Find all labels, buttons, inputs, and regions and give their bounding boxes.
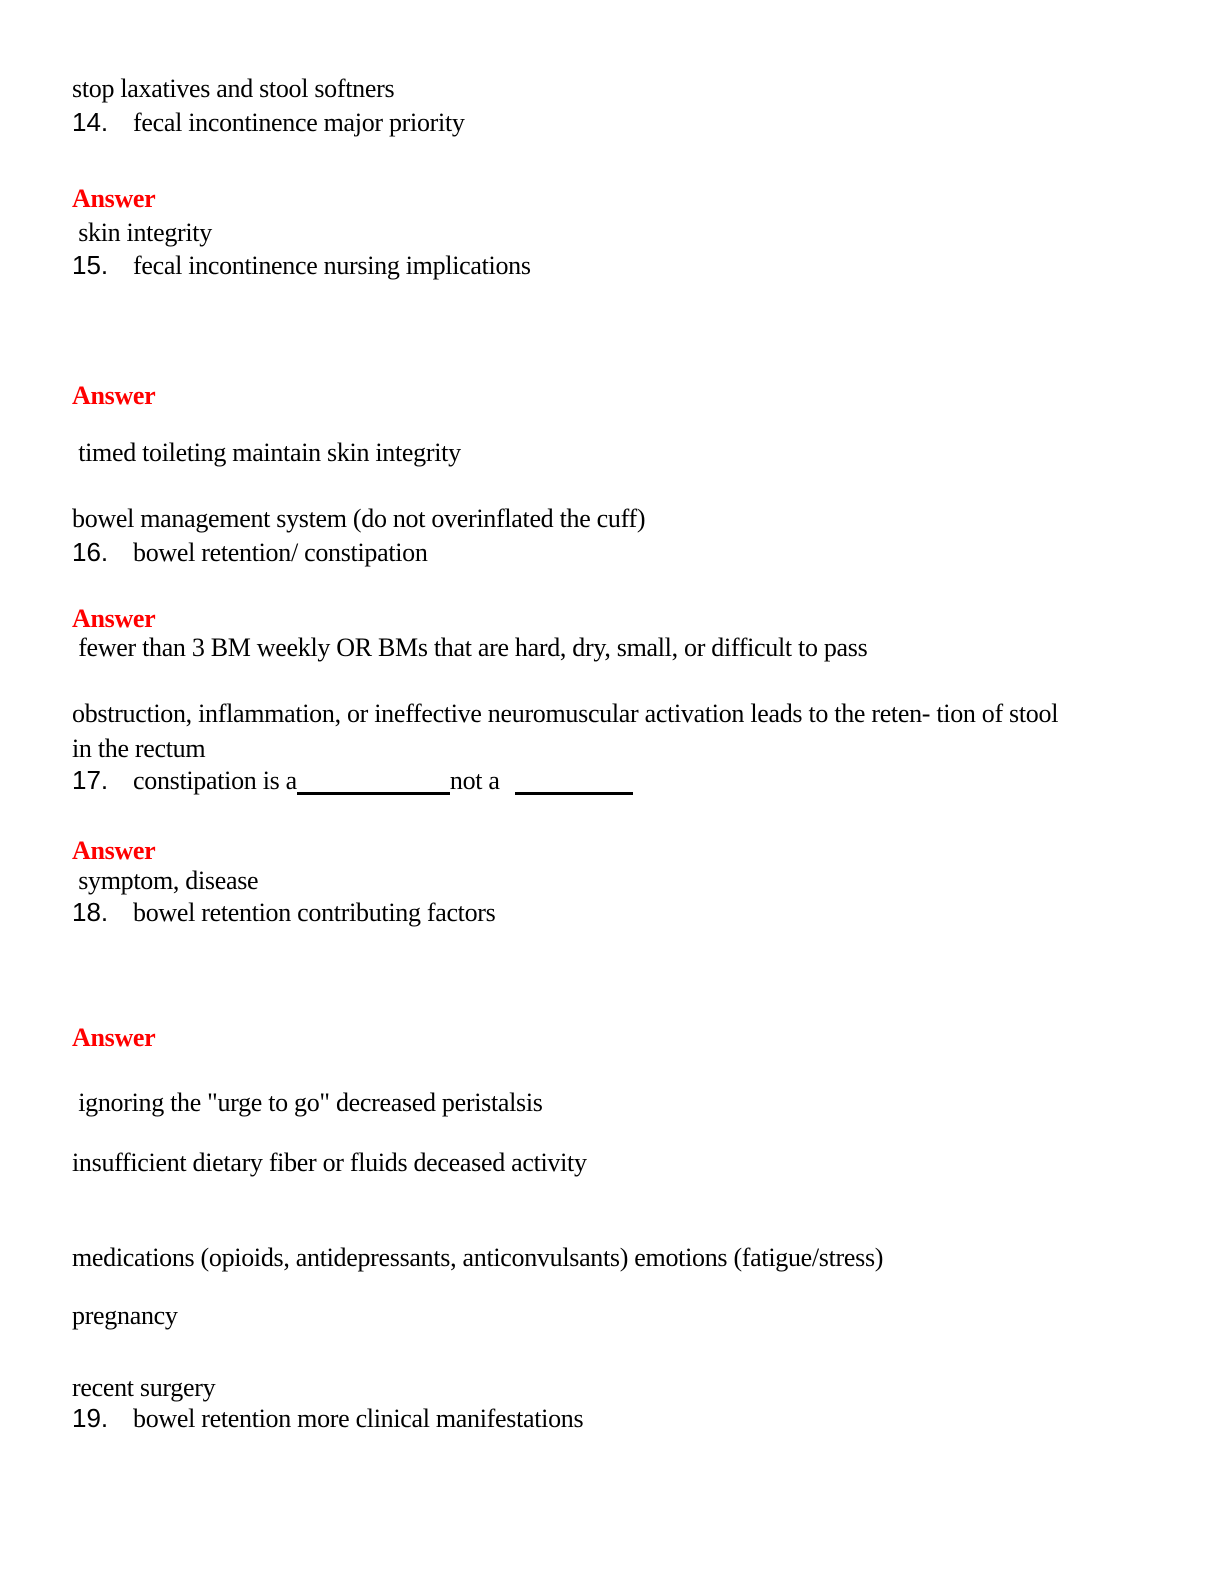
answer-heading: Answer	[72, 184, 156, 213]
fill-in-blank	[515, 792, 633, 795]
answer-heading: Answer	[72, 836, 156, 865]
answer-text-line: recent surgery	[72, 1373, 216, 1402]
fill-in-blank	[297, 792, 450, 795]
answer-text-line: skin integrity	[72, 218, 212, 247]
question-text: not a	[449, 766, 506, 795]
answer-text-line: ignoring the "urge to go" decreased peristalsis	[72, 1088, 543, 1117]
answer-text-line: timed toileting maintain skin integrity	[72, 438, 461, 467]
question-text: bowel retention contributing factors	[133, 898, 496, 927]
question-text: fecal incontinence nursing implications	[133, 251, 531, 280]
question-number: 17.	[72, 765, 109, 795]
answer-heading: Answer	[72, 604, 156, 633]
question-number: 18.	[72, 897, 109, 927]
answer-tail-line: stop laxatives and stool softners	[72, 74, 395, 103]
answer-heading: Answer	[72, 381, 156, 410]
answer-text-line: fewer than 3 BM weekly OR BMs that are hard, dry, small, or difficult to pass	[72, 633, 868, 662]
question-item-14	[72, 105, 465, 140]
question-item-16	[72, 535, 428, 570]
question-item-18	[72, 895, 495, 930]
question-number: 15.	[72, 250, 109, 280]
answer-text-line: symptom, disease	[72, 866, 259, 895]
question-text: constipation is a	[133, 766, 297, 795]
question-number: 14.	[72, 107, 109, 137]
answer-text-line: insufficient dietary fiber or fluids deceased activity	[72, 1148, 587, 1177]
question-item-19	[72, 1401, 583, 1436]
answer-text-line: in the rectum	[72, 734, 206, 763]
question-number: 19.	[72, 1403, 109, 1433]
question-text: bowel retention more clinical manifestations	[133, 1404, 584, 1433]
question-item-15	[72, 248, 531, 283]
question-item-17	[72, 763, 633, 798]
answer-text-line: medications (opioids, antidepressants, anticonvulsants) emotions (fatigue/stress)	[72, 1243, 884, 1272]
question-number: 16.	[72, 537, 109, 567]
answer-text-line: pregnancy	[72, 1301, 178, 1330]
answer-text-line: bowel management system (do not overinflated the cuff)	[72, 504, 646, 533]
answer-text-line: obstruction, inflammation, or ineffective neuromuscular activation leads to the reten- tion of stool	[72, 699, 1059, 728]
question-text: fecal incontinence major priority	[133, 108, 465, 137]
answer-heading: Answer	[72, 1023, 156, 1052]
question-text: bowel retention/ constipation	[133, 538, 428, 567]
